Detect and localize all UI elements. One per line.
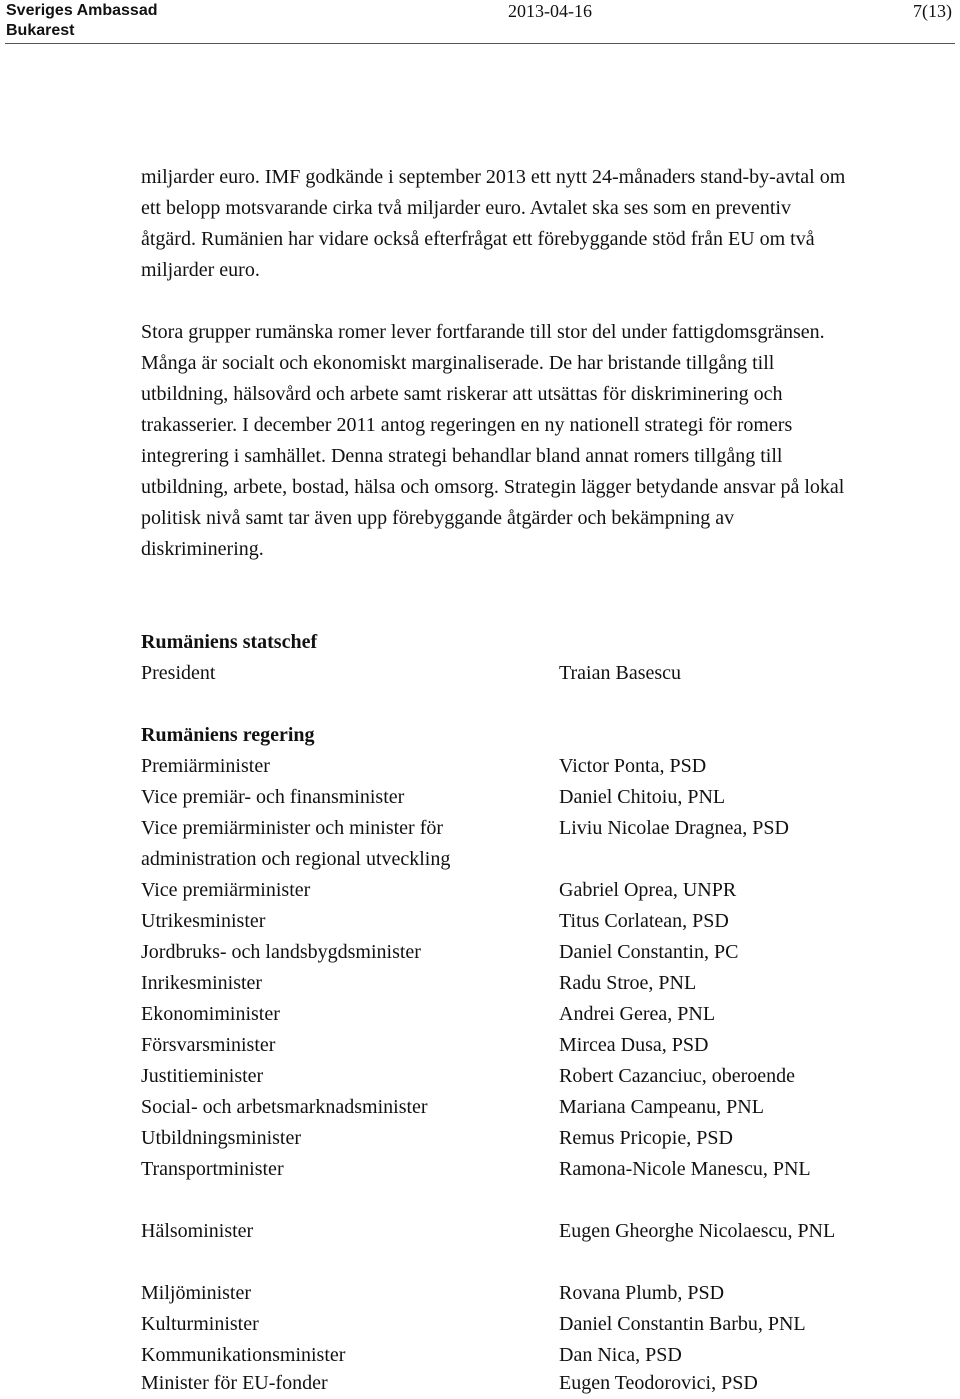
minister-role: Transportminister <box>141 1158 284 1180</box>
minister-role: Kommunikationsminister <box>141 1344 346 1366</box>
header-org-line-2: Bukarest <box>6 22 75 39</box>
minister-role: Vice premiärminister och minister för administration och regional utveckling <box>141 817 451 870</box>
header-org-line-1: Sveriges Ambassad <box>6 2 158 19</box>
minister-name: Titus Corlatean, PSD <box>559 910 729 932</box>
minister-role: Utbildningsminister <box>141 1127 301 1149</box>
minister-name: Daniel Chitoiu, PNL <box>559 786 726 808</box>
minister-role: Vice premiär- och finansminister <box>141 786 405 808</box>
header-page-number: 7(13) <box>913 1 952 21</box>
head-of-state-heading: Rumäniens statschef <box>141 631 318 653</box>
minister-role: Inrikesminister <box>141 972 263 994</box>
header-organization <box>6 1 157 41</box>
minister-name: Mircea Dusa, PSD <box>559 1034 709 1056</box>
minister-name: Robert Cazanciuc, oberoende <box>559 1065 796 1087</box>
minister-name: Dan Nica, PSD <box>559 1344 682 1366</box>
minister-role: Justitieminister <box>141 1065 264 1087</box>
paragraph-2: Stora grupper rumänska romer lever fortfarande till stor del under fattigdomsgränsen. Många är socialt och ekonomiskt marginaliserade. De har bristande tillgång till utbildning, hälsovård och arbete samt riskerar att utsättas för diskriminering och trakasserier. I december 2011 antog regeringen en ny nationell strategi för romers integrering i samhället. Denna strategi behandlar bland annat romers tillgång till utbildning, arbete, bostad, hälsa och omsorg. Strategin lägger betydande ansvar på lokal politisk nivå samt tar även upp förebyggande åtgärder och bekämpning av diskriminering. <box>141 321 845 560</box>
minister-role: Premiärminister <box>141 755 270 777</box>
header-divider <box>5 43 955 44</box>
minister-role: Kulturminister <box>141 1313 259 1335</box>
minister-name: Eugen Teodorovici, PSD <box>559 1372 758 1394</box>
minister-name: Mariana Campeanu, PNL <box>559 1096 764 1118</box>
minister-role: Vice premiärminister <box>141 879 311 901</box>
minister-role: Social- och arbetsmarknadsminister <box>141 1096 428 1118</box>
header-date: 2013-04-16 <box>508 1 592 21</box>
minister-role: Minister för EU-fonder <box>141 1372 328 1394</box>
minister-role: Jordbruks- och landsbygdsminister <box>141 941 421 963</box>
minister-name: Eugen Gheorghe Nicolaescu, PNL <box>559 1220 836 1242</box>
minister-role: Hälsominister <box>141 1220 254 1242</box>
minister-role: Miljöminister <box>141 1282 251 1304</box>
minister-name: Andrei Gerea, PNL <box>559 1003 716 1025</box>
minister-name: Daniel Constantin Barbu, PNL <box>559 1313 806 1335</box>
head-of-state-role: President <box>141 662 216 684</box>
government-heading: Rumäniens regering <box>141 724 315 746</box>
minister-name: Victor Ponta, PSD <box>559 755 707 777</box>
paragraph-1: miljarder euro. IMF godkände i september 2013 ett nytt 24-månaders stand-by-avtal om ett belopp motsvarande cirka två miljarder euro. Avtalet ska ses som en preventiv åtgärd. Rumänien har vidare också efterfrågat ett förebyggande stöd från EU om två miljarder euro. <box>141 166 846 281</box>
body-text <box>141 162 846 565</box>
minister-name: Daniel Constantin, PC <box>559 941 739 963</box>
minister-name: Liviu Nicolae Dragnea, PSD <box>559 817 789 839</box>
minister-name: Rovana Plumb, PSD <box>559 1282 725 1304</box>
minister-name: Remus Pricopie, PSD <box>559 1127 733 1149</box>
head-of-state-name: Traian Basescu <box>559 662 682 684</box>
minister-name: Gabriel Oprea, UNPR <box>559 879 737 901</box>
minister-name: Ramona-Nicole Manescu, PNL <box>559 1158 811 1180</box>
minister-role: Utrikesminister <box>141 910 266 932</box>
minister-role: Försvarsminister <box>141 1034 276 1056</box>
minister-role: Ekonomiminister <box>141 1003 280 1025</box>
minister-name: Radu Stroe, PNL <box>559 972 697 994</box>
